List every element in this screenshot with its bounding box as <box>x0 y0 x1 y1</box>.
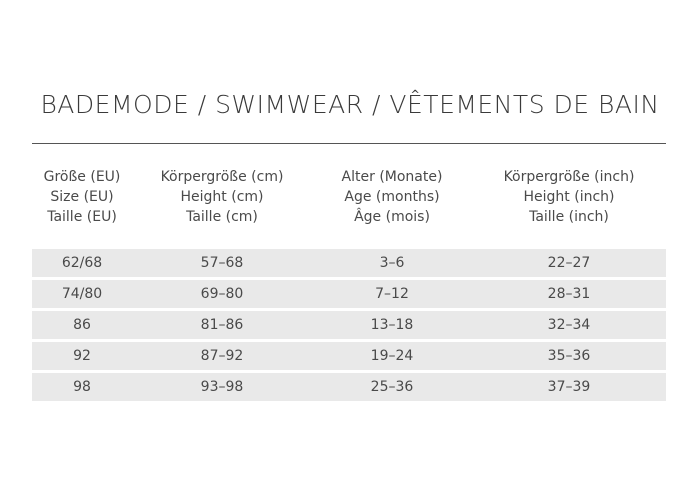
header-line: Size (EU) <box>50 189 114 205</box>
table-header <box>32 167 666 227</box>
header-line: Körpergröße (cm) <box>160 169 284 185</box>
cell-height-cm: 69–80 <box>200 286 244 302</box>
cell-age: 3–6 <box>379 255 405 271</box>
cell-height-inch: 22–27 <box>547 255 591 271</box>
divider <box>32 143 666 144</box>
column-header-age-months <box>312 167 472 227</box>
header-line: Körpergröße (inch) <box>503 169 635 185</box>
cell-size: 86 <box>73 317 91 333</box>
header-line: Taille (cm) <box>186 209 258 225</box>
header-line: Größe (EU) <box>43 169 121 185</box>
column-header-size-eu <box>32 167 132 227</box>
table-body <box>32 249 666 404</box>
cell-height-inch: 32–34 <box>547 317 591 333</box>
table-row <box>32 342 666 370</box>
cell-height-cm: 57–68 <box>200 255 244 271</box>
cell-size: 98 <box>73 379 91 395</box>
table-row <box>32 311 666 339</box>
cell-height-cm: 93–98 <box>200 379 244 395</box>
cell-height-cm: 87–92 <box>200 348 244 364</box>
table-row <box>32 280 666 308</box>
header-line: Alter (Monate) <box>341 169 443 185</box>
header-line: Taille (inch) <box>529 209 609 225</box>
cell-age: 7–12 <box>375 286 409 302</box>
header-line: Âge (mois) <box>354 209 430 225</box>
page-title: BADEMODE / SWIMWEAR / VÊTEMENTS DE BAIN <box>40 90 660 119</box>
cell-size: 74/80 <box>61 286 103 302</box>
header-line: Height (cm) <box>180 189 264 205</box>
cell-size: 62/68 <box>61 255 103 271</box>
cell-age: 13–18 <box>370 317 414 333</box>
cell-age: 25–36 <box>370 379 414 395</box>
cell-height-inch: 28–31 <box>547 286 591 302</box>
column-header-height-cm <box>132 167 312 227</box>
table-row <box>32 249 666 277</box>
header-line: Height (inch) <box>523 189 615 205</box>
table-row <box>32 373 666 401</box>
cell-height-cm: 81–86 <box>200 317 244 333</box>
cell-height-inch: 37–39 <box>547 379 591 395</box>
cell-size: 92 <box>73 348 91 364</box>
header-line: Taille (EU) <box>47 209 117 225</box>
column-header-height-inch <box>472 167 666 227</box>
cell-age: 19–24 <box>370 348 414 364</box>
cell-height-inch: 35–36 <box>547 348 591 364</box>
header-line: Age (months) <box>344 189 440 205</box>
